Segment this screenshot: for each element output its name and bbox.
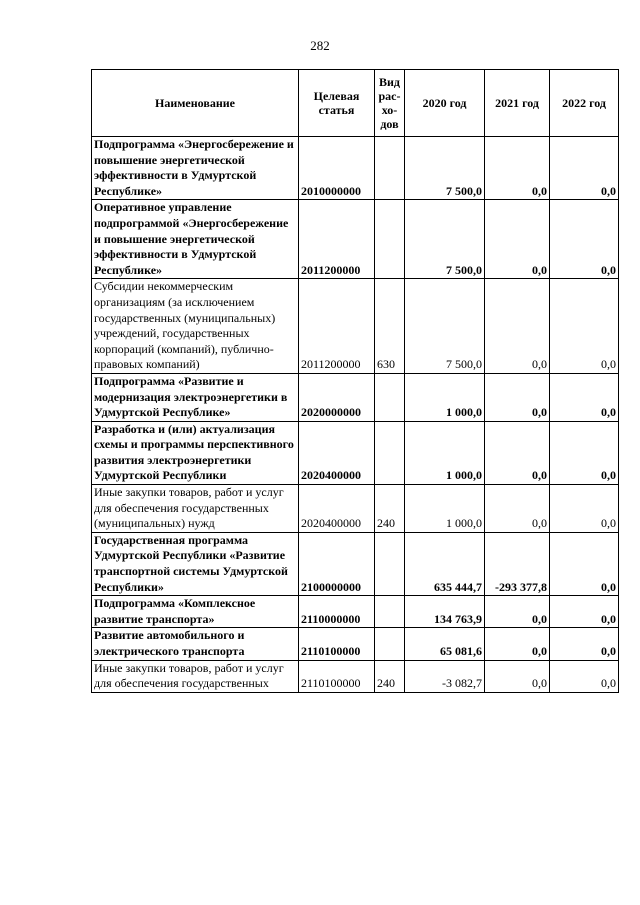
row-value-2020: 7 500,0 xyxy=(405,137,485,200)
budget-table xyxy=(91,69,619,693)
row-value-2020: 1 000,0 xyxy=(405,373,485,421)
row-name: Оперативное управление подпрограммой «Энергосбережение и повышение энергетической эффективности в Удмуртской Республике» xyxy=(92,200,299,279)
header-type: Вид рас-хо-дов xyxy=(375,70,405,137)
row-name: Разработка и (или) актуализация схемы и программы перспективного развития электроэнергетики Удмуртской Республики xyxy=(92,421,299,484)
table-row xyxy=(92,660,619,692)
table-row xyxy=(92,421,619,484)
row-value-2022: 0,0 xyxy=(550,373,619,421)
row-target-code: 2020000000 xyxy=(299,373,375,421)
row-name: Подпрограмма «Энергосбережение и повышение энергетической эффективности в Удмуртской Республике» xyxy=(92,137,299,200)
row-target-code: 2110100000 xyxy=(299,660,375,692)
row-value-2021: 0,0 xyxy=(485,421,550,484)
table-row xyxy=(92,200,619,279)
row-value-2021: 0,0 xyxy=(485,200,550,279)
row-value-2020: 635 444,7 xyxy=(405,532,485,595)
row-target-code: 2110100000 xyxy=(299,628,375,660)
row-expense-type xyxy=(375,421,405,484)
row-value-2022: 0,0 xyxy=(550,137,619,200)
row-value-2021: 0,0 xyxy=(485,373,550,421)
header-2022: 2022 год xyxy=(550,70,619,137)
table-header-row xyxy=(92,70,619,137)
table-row xyxy=(92,279,619,374)
header-name: Наименование xyxy=(92,70,299,137)
row-value-2022: 0,0 xyxy=(550,485,619,533)
row-name: Развитие автомобильного и электрического транспорта xyxy=(92,628,299,660)
row-expense-type xyxy=(375,137,405,200)
row-expense-type xyxy=(375,373,405,421)
row-target-code: 2010000000 xyxy=(299,137,375,200)
row-expense-type xyxy=(375,628,405,660)
table-row xyxy=(92,596,619,628)
row-value-2022: 0,0 xyxy=(550,532,619,595)
row-value-2021: 0,0 xyxy=(485,485,550,533)
row-value-2021: 0,0 xyxy=(485,279,550,374)
row-value-2020: 65 081,6 xyxy=(405,628,485,660)
row-value-2020: 1 000,0 xyxy=(405,421,485,484)
row-target-code: 2011200000 xyxy=(299,279,375,374)
row-target-code: 2110000000 xyxy=(299,596,375,628)
row-value-2020: 7 500,0 xyxy=(405,279,485,374)
row-value-2021: 0,0 xyxy=(485,660,550,692)
row-value-2020: -3 082,7 xyxy=(405,660,485,692)
table-row xyxy=(92,373,619,421)
row-name: Иные закупки товаров, работ и услуг для обеспечения государственных xyxy=(92,660,299,692)
row-value-2022: 0,0 xyxy=(550,660,619,692)
table-row xyxy=(92,137,619,200)
row-name: Государственная программа Удмуртской Республики «Развитие транспортной системы Удмуртской Республики» xyxy=(92,532,299,595)
header-target: Целевая статья xyxy=(299,70,375,137)
row-expense-type xyxy=(375,596,405,628)
row-value-2020: 7 500,0 xyxy=(405,200,485,279)
table-row xyxy=(92,485,619,533)
page-number: 282 xyxy=(310,38,330,53)
row-value-2022: 0,0 xyxy=(550,596,619,628)
table-row xyxy=(92,532,619,595)
row-value-2020: 134 763,9 xyxy=(405,596,485,628)
row-expense-type xyxy=(375,532,405,595)
row-name: Подпрограмма «Развитие и модернизация электроэнергетики в Удмуртской Республике» xyxy=(92,373,299,421)
row-expense-type: 240 xyxy=(375,485,405,533)
row-value-2021: 0,0 xyxy=(485,596,550,628)
row-value-2022: 0,0 xyxy=(550,421,619,484)
header-2021: 2021 год xyxy=(485,70,550,137)
row-value-2022: 0,0 xyxy=(550,200,619,279)
row-value-2020: 1 000,0 xyxy=(405,485,485,533)
table-row xyxy=(92,628,619,660)
row-value-2021: 0,0 xyxy=(485,137,550,200)
row-value-2021: -293 377,8 xyxy=(485,532,550,595)
row-name: Подпрограмма «Комплексное развитие транспорта» xyxy=(92,596,299,628)
row-expense-type: 630 xyxy=(375,279,405,374)
header-2020: 2020 год xyxy=(405,70,485,137)
row-target-code: 2020400000 xyxy=(299,485,375,533)
row-expense-type xyxy=(375,200,405,279)
row-value-2022: 0,0 xyxy=(550,279,619,374)
row-target-code: 2020400000 xyxy=(299,421,375,484)
row-target-code: 2100000000 xyxy=(299,532,375,595)
row-name: Иные закупки товаров, работ и услуг для обеспечения государственных (муниципальных) нужд xyxy=(92,485,299,533)
row-name: Субсидии некоммерческим организациям (за исключением государственных (муниципальных) учреждений, государственных корпораций (компаний), публично-правовых компаний) xyxy=(92,279,299,374)
row-target-code: 2011200000 xyxy=(299,200,375,279)
row-value-2021: 0,0 xyxy=(485,628,550,660)
row-value-2022: 0,0 xyxy=(550,628,619,660)
row-expense-type: 240 xyxy=(375,660,405,692)
